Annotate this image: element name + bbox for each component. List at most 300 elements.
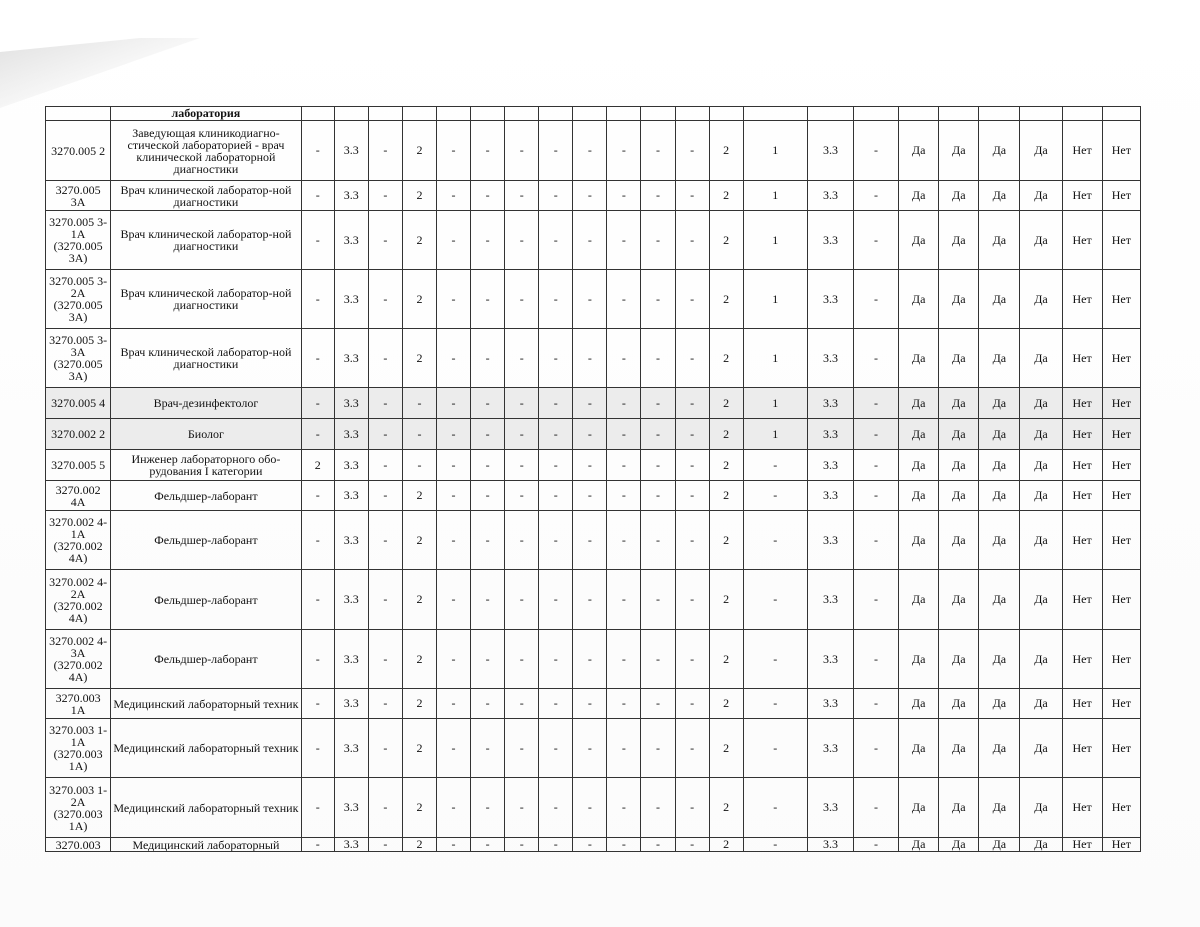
row-value-cell: - <box>854 570 899 630</box>
row-value-cell: 2 <box>709 570 743 630</box>
row-value-cell: - <box>301 481 334 511</box>
row-value-cell: - <box>539 121 573 181</box>
row-value-cell: - <box>471 838 505 852</box>
row-value-cell: - <box>539 689 573 719</box>
row-value-cell: 3.3 <box>807 719 853 778</box>
row-value-cell: - <box>437 570 471 630</box>
row-value-cell: - <box>854 719 899 778</box>
row-value-cell: 1 <box>743 419 807 450</box>
row-value-cell: 3.3 <box>807 211 853 270</box>
row-value-cell: - <box>368 388 402 419</box>
row-value-cell: Да <box>899 778 939 838</box>
row-value-cell: - <box>505 450 539 481</box>
row-value-cell: - <box>437 419 471 450</box>
table-row <box>46 419 1141 450</box>
row-value-cell: - <box>437 181 471 211</box>
row-value-cell: 2 <box>301 450 334 481</box>
row-value-cell: - <box>641 630 675 689</box>
row-value-cell: Да <box>1020 388 1062 419</box>
row-value-cell: - <box>675 211 709 270</box>
section-header-row <box>46 107 1141 121</box>
row-value-cell: Да <box>939 719 979 778</box>
row-value-cell: Нет <box>1102 838 1140 852</box>
row-value-cell: - <box>743 511 807 570</box>
row-position-name: Инженер лабораторного обо-рудования I категории <box>111 450 302 481</box>
row-value-cell: - <box>505 719 539 778</box>
row-value-cell: Да <box>1020 181 1062 211</box>
row-value-cell: - <box>505 329 539 388</box>
row-value-cell: - <box>539 838 573 852</box>
row-value-cell: 3.3 <box>807 778 853 838</box>
row-value-cell: - <box>641 511 675 570</box>
row-value-cell: - <box>505 778 539 838</box>
row-value-cell: 2 <box>709 511 743 570</box>
row-value-cell: - <box>437 211 471 270</box>
row-value-cell: - <box>607 719 641 778</box>
row-value-cell: - <box>402 419 436 450</box>
row-value-cell: Да <box>939 270 979 329</box>
row-value-cell: Да <box>979 450 1020 481</box>
row-position-name: Врач клинической лаборатор-ной диагностики <box>111 181 302 211</box>
row-value-cell: 3.3 <box>807 121 853 181</box>
table-row <box>46 630 1141 689</box>
row-value-cell: - <box>505 419 539 450</box>
row-value-cell: - <box>854 511 899 570</box>
row-value-cell: Нет <box>1062 450 1102 481</box>
row-value-cell: - <box>539 481 573 511</box>
row-value-cell: - <box>505 481 539 511</box>
row-value-cell: Да <box>899 838 939 852</box>
row-value-cell: - <box>675 329 709 388</box>
row-value-cell: 3.3 <box>334 329 368 388</box>
row-code: 3270.005 3-1А (3270.005 3А) <box>46 211 111 270</box>
row-value-cell: - <box>675 181 709 211</box>
row-value-cell: 3.3 <box>334 121 368 181</box>
row-value-cell: - <box>437 511 471 570</box>
row-value-cell: - <box>641 388 675 419</box>
row-value-cell: Да <box>899 719 939 778</box>
row-value-cell: 3.3 <box>807 511 853 570</box>
row-value-cell: - <box>743 778 807 838</box>
row-value-cell: Нет <box>1102 450 1140 481</box>
row-value-cell: - <box>573 181 607 211</box>
row-code: 3270.005 2 <box>46 121 111 181</box>
row-value-cell: - <box>743 481 807 511</box>
row-value-cell: - <box>368 211 402 270</box>
row-value-cell: - <box>641 121 675 181</box>
row-value-cell: Нет <box>1062 270 1102 329</box>
row-value-cell: 3.3 <box>334 450 368 481</box>
row-value-cell: - <box>505 270 539 329</box>
row-value-cell: Да <box>1020 778 1062 838</box>
row-value-cell: - <box>505 689 539 719</box>
row-value-cell: Да <box>1020 630 1062 689</box>
row-value-cell: - <box>641 181 675 211</box>
row-value-cell: Нет <box>1102 419 1140 450</box>
row-value-cell: - <box>743 630 807 689</box>
row-value-cell: - <box>368 838 402 852</box>
row-value-cell: - <box>641 270 675 329</box>
row-value-cell: - <box>743 570 807 630</box>
row-value-cell: 2 <box>709 778 743 838</box>
row-value-cell: 3.3 <box>334 838 368 852</box>
row-value-cell: Да <box>899 419 939 450</box>
row-value-cell: - <box>471 181 505 211</box>
row-value-cell: - <box>539 388 573 419</box>
row-value-cell: 2 <box>402 270 436 329</box>
table-row <box>46 481 1141 511</box>
row-value-cell: 2 <box>709 689 743 719</box>
row-value-cell: - <box>471 121 505 181</box>
row-value-cell: Да <box>899 511 939 570</box>
row-value-cell: - <box>301 270 334 329</box>
row-value-cell: - <box>607 329 641 388</box>
row-value-cell: Да <box>979 778 1020 838</box>
row-value-cell: Нет <box>1102 570 1140 630</box>
row-value-cell: Да <box>939 838 979 852</box>
row-value-cell: 2 <box>709 450 743 481</box>
row-value-cell: - <box>301 329 334 388</box>
row-value-cell: - <box>471 450 505 481</box>
row-value-cell: - <box>854 211 899 270</box>
row-value-cell: - <box>368 630 402 689</box>
row-value-cell: - <box>301 181 334 211</box>
row-value-cell: Да <box>899 181 939 211</box>
row-value-cell: - <box>573 778 607 838</box>
row-value-cell: - <box>675 719 709 778</box>
row-value-cell: - <box>505 211 539 270</box>
row-value-cell: - <box>471 388 505 419</box>
row-value-cell: Да <box>939 481 979 511</box>
row-position-name: Медицинский лабораторный техник <box>111 719 302 778</box>
row-value-cell: - <box>437 719 471 778</box>
row-value-cell: 3.3 <box>334 778 368 838</box>
row-value-cell: - <box>368 511 402 570</box>
row-value-cell: Да <box>1020 419 1062 450</box>
row-value-cell: Да <box>1020 121 1062 181</box>
row-value-cell: - <box>505 388 539 419</box>
row-code: 3270.003 1-1А (3270.003 1А) <box>46 719 111 778</box>
row-value-cell: 3.3 <box>334 630 368 689</box>
row-value-cell: 2 <box>402 329 436 388</box>
row-position-name: Фельдшер-лаборант <box>111 481 302 511</box>
table-row <box>46 181 1141 211</box>
row-value-cell: Да <box>939 419 979 450</box>
row-code: 3270.005 3-3А (3270.005 3А) <box>46 329 111 388</box>
row-position-name: Медицинский лабораторный техник <box>111 689 302 719</box>
row-value-cell: - <box>471 211 505 270</box>
row-value-cell: - <box>437 388 471 419</box>
row-value-cell: Да <box>1020 511 1062 570</box>
row-position-name: Биолог <box>111 419 302 450</box>
row-value-cell: Нет <box>1102 329 1140 388</box>
row-value-cell: - <box>368 570 402 630</box>
row-value-cell: - <box>573 121 607 181</box>
row-value-cell: - <box>743 838 807 852</box>
row-value-cell: 3.3 <box>807 481 853 511</box>
row-value-cell: 1 <box>743 181 807 211</box>
row-value-cell: 3.3 <box>807 419 853 450</box>
row-value-cell: 1 <box>743 329 807 388</box>
row-value-cell: 3.3 <box>807 329 853 388</box>
row-value-cell: Да <box>899 329 939 388</box>
row-value-cell: 1 <box>743 270 807 329</box>
row-value-cell: - <box>437 689 471 719</box>
row-code: 3270.002 2 <box>46 419 111 450</box>
row-value-cell: - <box>539 211 573 270</box>
table-row <box>46 270 1141 329</box>
row-value-cell: - <box>854 481 899 511</box>
row-value-cell: Да <box>1020 689 1062 719</box>
row-value-cell: - <box>505 838 539 852</box>
row-value-cell: 2 <box>709 181 743 211</box>
row-value-cell: 3.3 <box>807 570 853 630</box>
row-value-cell: - <box>471 270 505 329</box>
row-value-cell: - <box>368 719 402 778</box>
scan-shadow <box>0 38 200 108</box>
row-value-cell: - <box>402 450 436 481</box>
row-code: 3270.002 4-2А (3270.002 4А) <box>46 570 111 630</box>
row-value-cell: Да <box>899 481 939 511</box>
row-value-cell: - <box>675 419 709 450</box>
row-value-cell: - <box>854 270 899 329</box>
row-value-cell: Нет <box>1062 181 1102 211</box>
row-value-cell: - <box>301 719 334 778</box>
row-value-cell: Да <box>939 778 979 838</box>
table-row <box>46 778 1141 838</box>
row-value-cell: - <box>854 838 899 852</box>
row-value-cell: Да <box>899 570 939 630</box>
row-value-cell: - <box>471 419 505 450</box>
row-value-cell: 2 <box>709 329 743 388</box>
row-value-cell: - <box>471 630 505 689</box>
section-header-label: лаборатория <box>111 107 302 121</box>
row-value-cell: Нет <box>1062 570 1102 630</box>
row-value-cell: - <box>301 689 334 719</box>
row-value-cell: 3.3 <box>807 838 853 852</box>
row-value-cell: - <box>607 838 641 852</box>
row-value-cell: Нет <box>1102 511 1140 570</box>
row-value-cell: - <box>539 778 573 838</box>
row-position-name: Заведующая клиникодиагно-стической лабораторией - врач клинической лабораторной диагностики <box>111 121 302 181</box>
row-value-cell: - <box>675 630 709 689</box>
row-value-cell: Да <box>939 511 979 570</box>
row-value-cell: - <box>539 511 573 570</box>
row-value-cell: - <box>505 511 539 570</box>
row-value-cell: Да <box>939 181 979 211</box>
row-value-cell: - <box>573 719 607 778</box>
row-value-cell: - <box>437 838 471 852</box>
row-value-cell: - <box>301 778 334 838</box>
row-value-cell: - <box>607 211 641 270</box>
row-value-cell: - <box>607 481 641 511</box>
row-value-cell: - <box>607 388 641 419</box>
row-value-cell: Да <box>939 211 979 270</box>
row-value-cell: - <box>573 511 607 570</box>
row-value-cell: Нет <box>1102 388 1140 419</box>
row-value-cell: - <box>471 689 505 719</box>
row-value-cell: - <box>675 270 709 329</box>
row-code: 3270.002 4А <box>46 481 111 511</box>
row-value-cell: Да <box>979 838 1020 852</box>
row-value-cell: - <box>505 570 539 630</box>
table-row <box>46 570 1141 630</box>
row-value-cell: - <box>301 211 334 270</box>
row-value-cell: - <box>607 570 641 630</box>
row-code: 3270.005 3-2А (3270.005 3А) <box>46 270 111 329</box>
row-value-cell: 2 <box>709 419 743 450</box>
row-value-cell: 2 <box>709 719 743 778</box>
row-value-cell: Нет <box>1062 211 1102 270</box>
row-value-cell: - <box>539 181 573 211</box>
row-value-cell: - <box>854 419 899 450</box>
row-value-cell: - <box>368 450 402 481</box>
row-value-cell: 3.3 <box>334 511 368 570</box>
row-value-cell: 2 <box>402 838 436 852</box>
row-value-cell: Нет <box>1102 689 1140 719</box>
row-value-cell: 3.3 <box>334 719 368 778</box>
row-value-cell: 3.3 <box>807 388 853 419</box>
row-value-cell: - <box>743 719 807 778</box>
row-code: 3270.003 <box>46 838 111 852</box>
row-value-cell: 3.3 <box>334 270 368 329</box>
row-position-name: Врач клинической лаборатор-ной диагностики <box>111 329 302 388</box>
row-value-cell: Нет <box>1062 329 1102 388</box>
row-value-cell: Да <box>979 388 1020 419</box>
row-value-cell: - <box>641 329 675 388</box>
row-value-cell: - <box>573 419 607 450</box>
row-value-cell: 2 <box>402 778 436 838</box>
row-value-cell: Да <box>899 270 939 329</box>
row-value-cell: 3.3 <box>334 419 368 450</box>
row-value-cell: Нет <box>1062 838 1102 852</box>
row-value-cell: 1 <box>743 121 807 181</box>
row-value-cell: Да <box>979 511 1020 570</box>
row-value-cell: 3.3 <box>334 689 368 719</box>
row-value-cell: - <box>854 121 899 181</box>
row-value-cell: - <box>539 329 573 388</box>
row-value-cell: - <box>539 570 573 630</box>
row-value-cell: Да <box>1020 270 1062 329</box>
row-value-cell: - <box>437 329 471 388</box>
row-value-cell: 3.3 <box>807 630 853 689</box>
row-value-cell: - <box>368 270 402 329</box>
row-code: 3270.005 3А <box>46 181 111 211</box>
row-value-cell: - <box>641 570 675 630</box>
row-value-cell: - <box>471 719 505 778</box>
table-row <box>46 838 1141 852</box>
row-value-cell: - <box>471 511 505 570</box>
row-position-name: Фельдшер-лаборант <box>111 630 302 689</box>
row-code: 3270.003 1-2А (3270.003 1А) <box>46 778 111 838</box>
row-value-cell: Да <box>899 450 939 481</box>
row-value-cell: - <box>743 689 807 719</box>
row-value-cell: - <box>854 388 899 419</box>
row-position-name: Врач клинической лаборатор-ной диагностики <box>111 270 302 329</box>
row-value-cell: - <box>402 388 436 419</box>
row-value-cell: Да <box>979 481 1020 511</box>
row-value-cell: - <box>607 450 641 481</box>
row-value-cell: - <box>505 630 539 689</box>
row-value-cell: 3.3 <box>334 570 368 630</box>
row-value-cell: - <box>301 570 334 630</box>
row-value-cell: 3.3 <box>334 388 368 419</box>
row-value-cell: - <box>607 121 641 181</box>
row-value-cell: 1 <box>743 388 807 419</box>
row-value-cell: - <box>539 630 573 689</box>
row-value-cell: - <box>471 481 505 511</box>
row-value-cell: - <box>607 270 641 329</box>
row-value-cell: - <box>675 121 709 181</box>
row-value-cell: 2 <box>709 211 743 270</box>
row-value-cell: Да <box>939 388 979 419</box>
row-value-cell: Да <box>939 121 979 181</box>
table-row <box>46 388 1141 419</box>
row-value-cell: Нет <box>1062 419 1102 450</box>
row-value-cell: - <box>573 270 607 329</box>
row-value-cell: Да <box>979 630 1020 689</box>
table-row <box>46 329 1141 388</box>
row-value-cell: 2 <box>402 481 436 511</box>
row-value-cell: 2 <box>402 719 436 778</box>
row-value-cell: - <box>573 388 607 419</box>
row-value-cell: - <box>675 778 709 838</box>
row-value-cell: - <box>641 719 675 778</box>
row-value-cell: Да <box>979 329 1020 388</box>
row-value-cell: - <box>641 481 675 511</box>
row-value-cell: 2 <box>709 121 743 181</box>
row-value-cell: Нет <box>1102 121 1140 181</box>
table-row <box>46 121 1141 181</box>
row-position-name: Фельдшер-лаборант <box>111 570 302 630</box>
row-value-cell: - <box>854 329 899 388</box>
row-value-cell: Нет <box>1102 630 1140 689</box>
row-value-cell: Да <box>899 388 939 419</box>
row-code: 3270.005 4 <box>46 388 111 419</box>
row-value-cell: - <box>607 630 641 689</box>
row-value-cell: 2 <box>709 270 743 329</box>
row-value-cell: - <box>641 778 675 838</box>
row-value-cell: 2 <box>402 511 436 570</box>
row-value-cell: - <box>368 419 402 450</box>
row-value-cell: Да <box>1020 719 1062 778</box>
row-value-cell: 2 <box>709 481 743 511</box>
row-value-cell: - <box>437 778 471 838</box>
row-value-cell: Да <box>899 630 939 689</box>
row-value-cell: - <box>641 450 675 481</box>
row-value-cell: - <box>607 778 641 838</box>
row-value-cell: - <box>573 481 607 511</box>
row-value-cell: Нет <box>1102 270 1140 329</box>
row-value-cell: - <box>368 481 402 511</box>
row-value-cell: - <box>301 838 334 852</box>
row-value-cell: - <box>743 450 807 481</box>
row-code: 3270.002 4-3А (3270.002 4А) <box>46 630 111 689</box>
row-value-cell: - <box>641 838 675 852</box>
row-value-cell: Да <box>939 450 979 481</box>
row-value-cell: Да <box>979 570 1020 630</box>
row-value-cell: - <box>471 329 505 388</box>
row-value-cell: - <box>437 481 471 511</box>
row-value-cell: Нет <box>1062 121 1102 181</box>
row-value-cell: 2 <box>709 838 743 852</box>
row-value-cell: Да <box>1020 481 1062 511</box>
row-value-cell: 3.3 <box>807 181 853 211</box>
row-value-cell: Нет <box>1062 511 1102 570</box>
row-value-cell: Да <box>1020 211 1062 270</box>
row-value-cell: - <box>854 689 899 719</box>
row-value-cell: Нет <box>1062 630 1102 689</box>
